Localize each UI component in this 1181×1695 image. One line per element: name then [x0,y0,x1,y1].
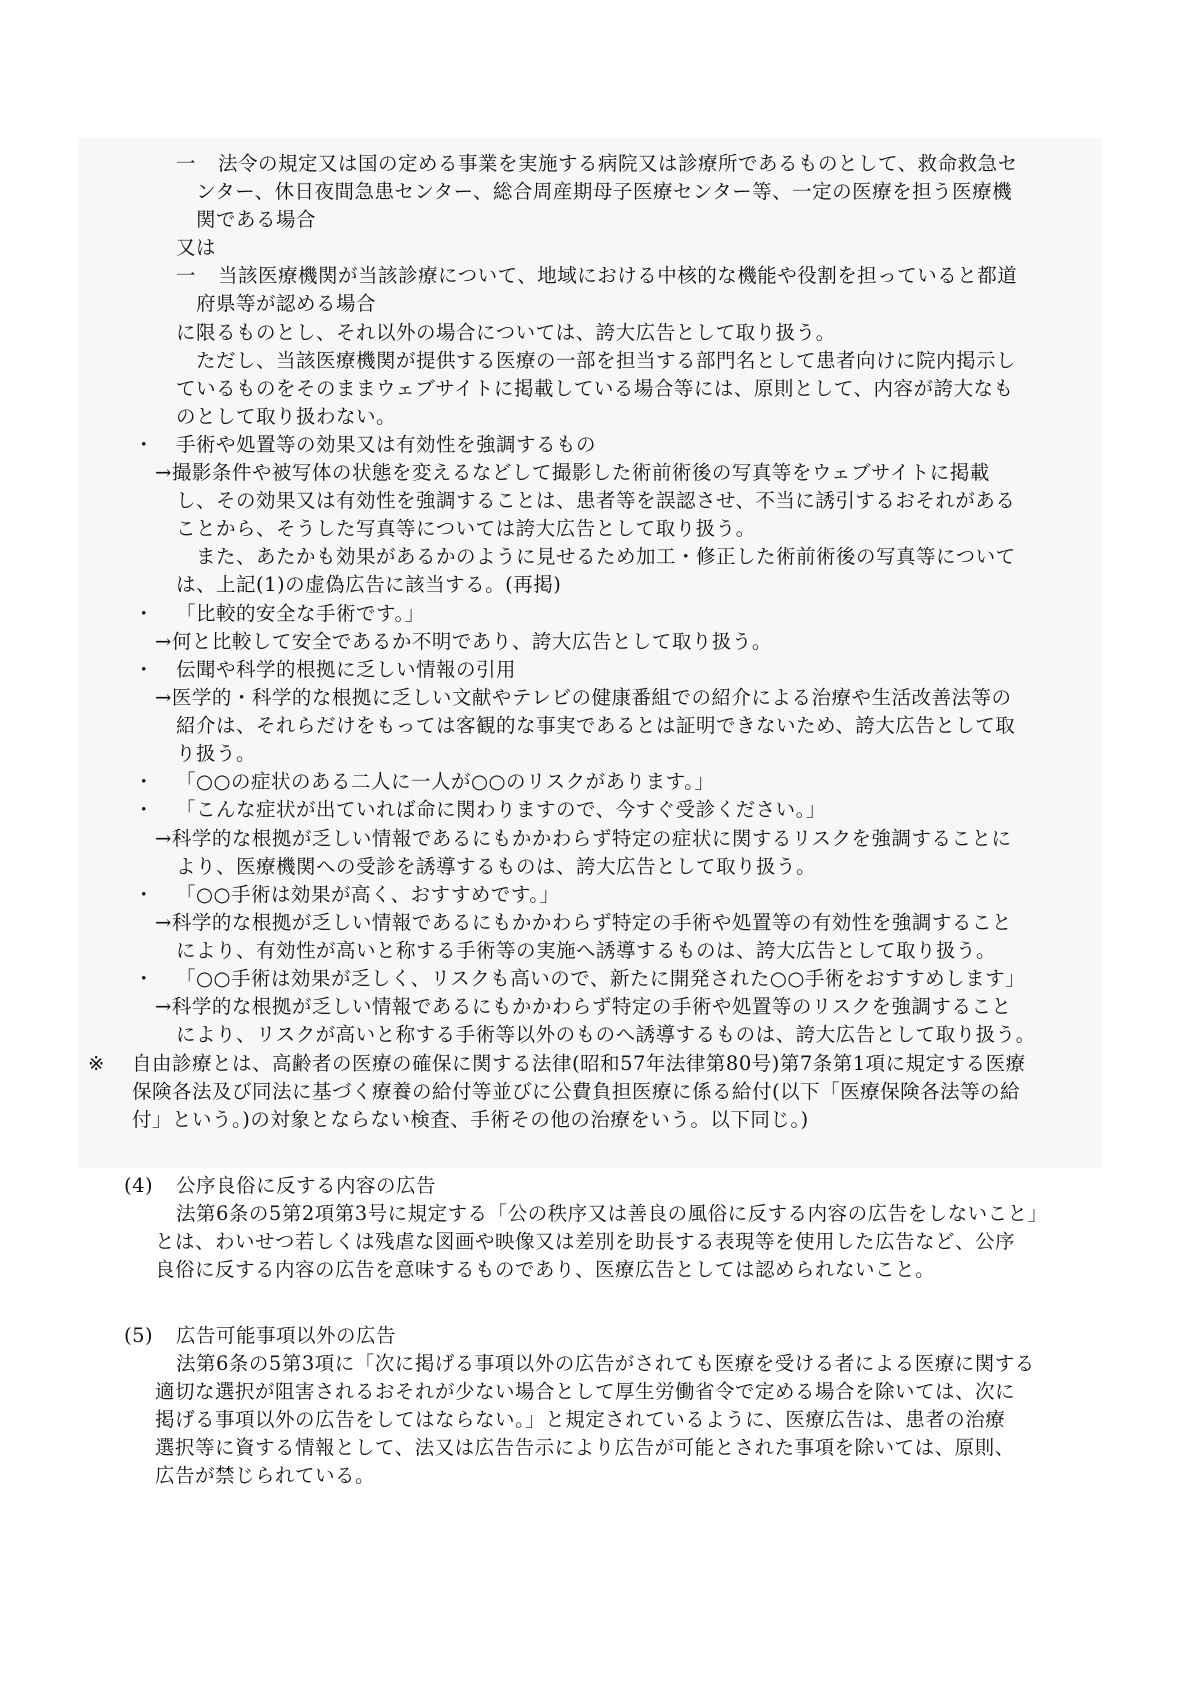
text-line: により、有効性が高いと称する手術等の実施へ誘導するものは、誇大広告として取り扱う。 [176,939,997,962]
text-line: 良俗に反する内容の広告を意味するものであり、医療広告としては認められないこと。 [155,1258,936,1281]
bullet-mark: ・ [134,658,155,681]
text-line: に限るものとし、それ以外の場合については、誇大広告として取り扱う。 [176,321,836,344]
dash-mark: 一 [176,264,197,287]
section-heading: 公序良俗に反する内容の広告 [176,1174,437,1197]
text-line: 「比較的安全な手術です。」 [176,602,425,625]
text-line: 「こんな症状が出ていれば命に関わりますので、今すぐ受診ください。」 [176,798,826,821]
text-line: 選択等に資する情報として、法又は広告告示により広告が可能とされた事項を除いては、原則、 [155,1436,1015,1459]
text-line: ンター、休日夜間急患センター、総合周産期母子医療センター等、一定の医療を担う医療機 [196,180,1013,203]
text-line: 法第6条の5第2項第3号に規定する「公の秩序又は善良の風俗に反する内容の広告をしないこと」 [176,1202,1048,1225]
bullet-mark: ・ [134,770,155,793]
text-line: 「○○の症状のある二人に一人が○○のリスクがあります。」 [176,770,715,793]
dash-mark: 一 [176,152,197,175]
text-line: し、その効果又は有効性を強調することは、患者等を誤認させ、不当に誘引するおそれがある [176,489,1016,512]
text-line: より、医療機関への受診を誘導するものは、誇大広告として取り扱う。 [176,855,817,878]
text-line: 「○○手術は効果が乏しく、リスクも高いので、新たに開発された○○手術をおすすめします」 [176,967,1026,990]
note-mark: ※ [88,1052,105,1075]
bullet-mark: ・ [134,433,155,456]
text-line: 「○○手術は効果が高く、おすすめです。」 [176,883,560,906]
text-line: 紹介は、それらだけをもっては客観的な事実であるとは証明できないため、誇大広告として取 [176,714,1016,737]
bullet-mark: ・ [134,798,155,821]
text-line: とは、わいせつ若しくは残虐な図画や映像又は差別を助長する表現等を使用した広告など、公序 [155,1230,1016,1253]
text-line: →撮影条件や被写体の状態を変えるなどして撮影した術前術後の写真等をウェブサイトに掲載 [155,461,990,484]
text-line: は、上記(1)の虚偽広告に該当する。(再掲) [176,573,562,596]
text-line: 適切な選択が阻害されるおそれが少ない場合として厚生労働省令で定める場合を除いては、次に [155,1380,1016,1403]
text-line: 広告が禁じられている。 [155,1464,376,1487]
text-line: →科学的な根拠が乏しい情報であるにもかかわらず特定の手術や処置等のリスクを強調すること [155,995,1012,1018]
text-line: ただし、当該医療機関が提供する医療の一部を担当する部門名として患者向けに院内掲示し [196,349,1017,372]
text-line: ことから、そうした写真等については誇大広告として取り扱う。 [176,517,756,540]
text-line: 関である場合 [196,208,317,231]
section-heading: 広告可能事項以外の広告 [176,1324,397,1347]
text-line: 府県等が認める場合 [196,292,377,315]
text-line: →何と比較して安全であるか不明であり、誇大広告として取り扱う。 [155,630,772,653]
text-line: 保険各法及び同法に基づく療養の給付等並びに公費負担医療に係る給付(以下「医療保険各法等の給 [132,1080,1021,1103]
text-line: 自由診療とは、高齢者の医療の確保に関する法律(昭和57年法律第80号)第7条第1項に規定する医療 [132,1052,1026,1075]
text-line: →医学的・科学的な根拠に乏しい文献やテレビの健康番組での紹介による治療や生活改善法等の [155,686,1012,709]
text-line: 法第6条の5第3項に「次に掲げる事項以外の広告がされても医療を受ける者による医療に関する [176,1352,1035,1375]
text-line: ているものをそのままウェブサイトに掲載している場合等には、原則として、内容が誇大なも [176,377,1014,400]
text-line: により、リスクが高いと称する手術等以外のものへ誘導するものは、誇大広告として取り扱う。 [176,1023,1036,1046]
text-line: 又は [176,236,217,259]
text-line: 伝聞や科学的根拠に乏しい情報の引用 [176,658,517,681]
text-line: 手術や処置等の効果又は有効性を強調するもの [176,433,597,456]
text-line: 掲げる事項以外の広告をしてはならない。」と規定されているように、医療広告は、患者の治療 [155,1408,1006,1431]
bullet-mark: ・ [134,602,155,625]
section-number: (4) [124,1174,154,1197]
bullet-mark: ・ [134,883,155,906]
text-line: また、あたかも効果があるかのように見せるため加工・修正した術前術後の写真等について [196,545,1016,568]
text-line: り扱う。 [176,742,257,765]
section-number: (5) [124,1324,154,1347]
text-line: のとして取り扱わない。 [176,405,397,428]
text-line: 法令の規定又は国の定める事業を実施する病院又は診療所であるものとして、救命救急セ [218,152,1018,175]
text-line: 当該医療機関が当該診療について、地域における中核的な機能や役割を担っていると都道 [218,264,1018,287]
text-line: →科学的な根拠が乏しい情報であるにもかかわらず特定の症状に関するリスクを強調することに [155,827,1012,850]
bullet-mark: ・ [134,967,155,990]
text-line: →科学的な根拠が乏しい情報であるにもかかわらず特定の手術や処置等の有効性を強調すること [155,911,1012,934]
text-line: 付」という。)の対象とならない検査、手術その他の治療をいう。以下同じ。) [132,1108,809,1131]
